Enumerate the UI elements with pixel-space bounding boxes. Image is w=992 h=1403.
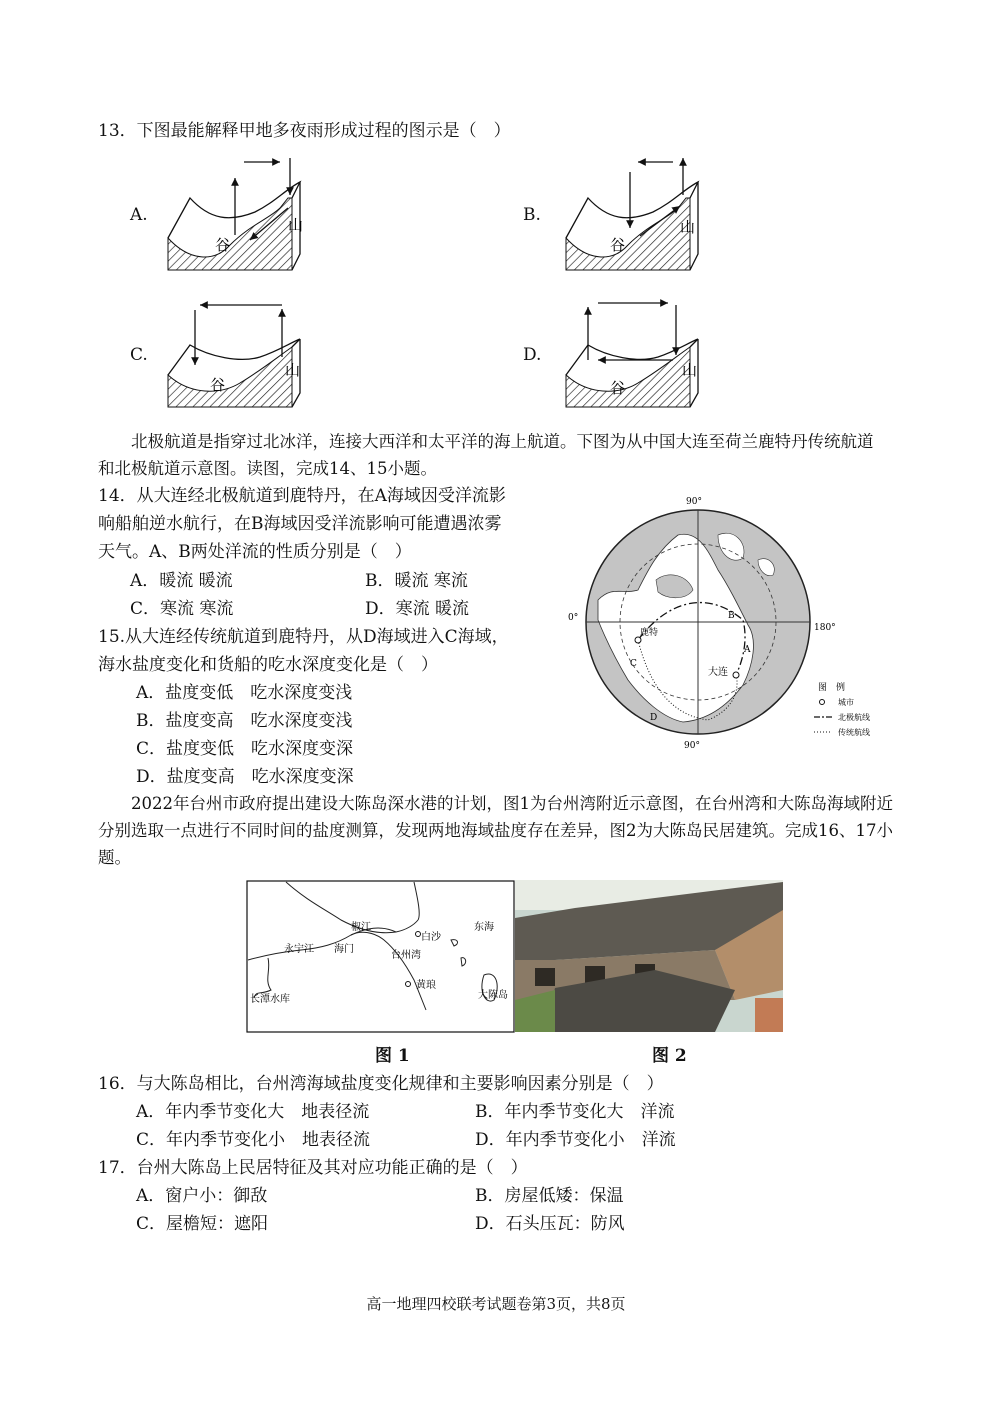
q14-stem-line1: 14．从大连经北极航道到鹿特丹，在A海域因受洋流影	[98, 486, 506, 506]
q15-option-d: D．盐度变高 吃水深度变深	[136, 767, 354, 787]
figure2-caption: 图 2	[652, 1046, 687, 1066]
q14-option-b: B．暖流 寒流	[365, 571, 468, 591]
intro-14-15: 北极航道是指穿过北冰洋，连接大西洋和太平洋的海上航道。下图为从中国大连至荷兰鹿特丹传统航道和北极航道示意图。读图，完成14、15小题。	[98, 432, 874, 478]
point-a: A	[744, 645, 751, 655]
q13-diagram-d	[558, 295, 718, 415]
q13-option-b-label: B.	[523, 205, 541, 225]
donghai-label: 东海	[474, 922, 494, 933]
q15-option-a: A．盐度变低 吃水深度变浅	[136, 683, 353, 703]
figure1-map	[246, 880, 516, 1034]
q14-option-d: D．寒流 暖流	[365, 599, 470, 619]
q13-diagram-c	[160, 295, 320, 415]
mountain-label-a: 山	[288, 216, 304, 234]
q17-option-c: C．屋檐短：遮阳	[136, 1214, 269, 1234]
q17-option-d: D．石头压瓦：防风	[475, 1214, 625, 1234]
haimen-label: 海门	[334, 944, 354, 955]
q16-option-a: A．年内季节变化大 地表径流	[136, 1102, 370, 1122]
point-c: C	[630, 659, 637, 669]
figure1-caption: 图 1	[375, 1046, 410, 1066]
dalian-marker	[733, 672, 739, 678]
valley-label-c: 谷	[210, 376, 226, 394]
q15-stem-line1: 15.从大连经传统航道到鹿特丹，从D海域进入C海域，	[98, 627, 509, 647]
baisha-label: 白沙	[421, 932, 441, 943]
mountain-label-b: 山	[680, 218, 696, 236]
legend-city: 城市	[838, 698, 854, 707]
valley-label-a: 谷	[215, 236, 231, 254]
intro-16-17: 2022年台州市政府提出建设大陈岛深水港的计划，图1为台州湾附近示意图，在台州湾和大陈岛海域附近分别选取一点进行不同时间的盐度测算，发现两地海域盐度存在差异，图2为大陈岛民居建筑。完成16、17小题。	[98, 794, 893, 867]
changtan-label: 长潭水库	[250, 994, 290, 1005]
polar-map	[568, 490, 898, 755]
page-footer: 高一地理四校联考试题卷第3页，共8页	[366, 1295, 626, 1313]
q14-stem-line2: 响船舶逆水航行，在B海域因受洋流影响可能遭遇浓雾	[98, 514, 502, 534]
yongningjiang-label: 永宁江	[284, 944, 314, 955]
q13-option-c-label: C.	[130, 345, 148, 365]
legend-arctic: 北极航线	[838, 713, 870, 722]
valley-label-b: 谷	[610, 236, 626, 254]
dachendao-label: 大陈岛	[478, 990, 508, 1001]
q13-diagram-a	[160, 150, 320, 285]
q13-stem: 13．下图最能解释甲地多夜雨形成过程的图示是（ ）	[98, 121, 511, 141]
q15-option-c: C．盐度变低 吃水深度变深	[136, 739, 354, 759]
taizhouwan-label: 台州湾	[391, 950, 421, 961]
city-dalian-label: 大连	[708, 667, 728, 678]
legend-traditional: 传统航线	[838, 728, 870, 737]
valley-label-d: 谷	[610, 379, 626, 397]
lon-left: 0°	[568, 613, 579, 623]
jiaojiang-label: 椒江	[351, 922, 371, 933]
mountain-label-d: 山	[682, 361, 698, 379]
lon-top: 90°	[686, 497, 702, 507]
q16-option-c: C．年内季节变化小 地表径流	[136, 1130, 371, 1150]
mountain-label-c: 山	[285, 361, 301, 379]
q15-stem-line2: 海水盐度变化和货船的吃水深度变化是（ ）	[98, 655, 438, 675]
city-rotterdam-label: 鹿特	[640, 628, 659, 638]
q16-option-b: B．年内季节变化大 洋流	[475, 1102, 675, 1122]
lon-bottom: 90°	[684, 741, 700, 751]
point-d: D	[650, 713, 658, 723]
legend-title: 图 例	[818, 683, 846, 693]
figure2-photo	[515, 880, 783, 1032]
q13-option-a-label: A.	[130, 205, 148, 225]
q14-option-a: A．暖流 暖流	[130, 571, 233, 591]
q17-option-b: B．房屋低矮：保温	[475, 1186, 624, 1206]
point-b: B	[728, 611, 735, 621]
q16-option-d: D．年内季节变化小 洋流	[475, 1130, 676, 1150]
q13-diagram-b	[558, 150, 718, 285]
q13-option-d-label: D.	[523, 345, 542, 365]
huanglang-label: 黄琅	[416, 980, 436, 991]
q16-stem: 16．与大陈岛相比，台州湾海域盐度变化规律和主要影响因素分别是（ ）	[98, 1074, 664, 1094]
q14-stem-line3: 天气。A、B两处洋流的性质分别是（ ）	[98, 542, 412, 562]
lon-right: 180°	[814, 623, 836, 633]
q17-option-a: A．窗户小：御敌	[136, 1186, 268, 1206]
q14-option-c: C．寒流 寒流	[130, 599, 234, 619]
q15-option-b: B．盐度变高 吃水深度变浅	[136, 711, 353, 731]
q17-stem: 17．台州大陈岛上民居特征及其对应功能正确的是（ ）	[98, 1158, 528, 1178]
